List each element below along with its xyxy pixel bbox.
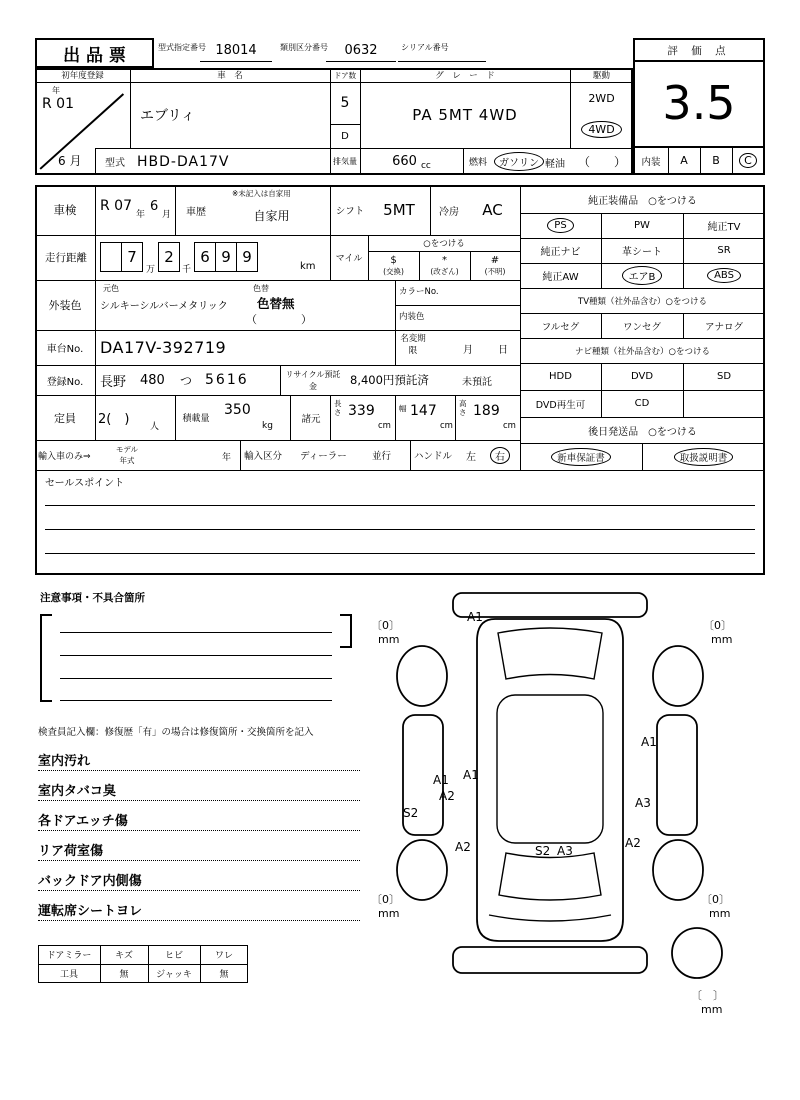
right-side-panel — [657, 715, 697, 835]
capacity-label: 定員 — [54, 411, 76, 425]
grid-line — [330, 395, 331, 440]
interior-grade-a: A — [680, 154, 688, 167]
fuel-option-gasoline — [494, 151, 544, 171]
sheet-title: 出 品 票 — [63, 45, 126, 66]
check-item-seat-wear: 運転席シートヨレ — [38, 904, 143, 919]
grid-line — [395, 305, 520, 306]
length-unit: cm — [378, 421, 391, 431]
grid-line — [395, 330, 396, 365]
check-item-door-etching: 各ドアエッチ傷 — [38, 814, 128, 829]
mirror-crack: ヒビ — [164, 951, 183, 961]
notes-line — [60, 700, 332, 701]
later-manual — [642, 443, 765, 470]
mileage-digit-4: 6 — [194, 242, 216, 272]
grid-line — [410, 440, 411, 470]
class-code-value: 0632 — [344, 43, 378, 58]
mileage-mark-tampered-desc: (改ざん) — [430, 266, 459, 276]
check-line — [38, 840, 360, 861]
equip-airbag-selected: エアB — [622, 266, 663, 285]
interior-grade-selected: C — [739, 153, 757, 168]
first-reg-month: 6 月 — [58, 154, 82, 168]
history-label: 車歴 — [186, 206, 206, 218]
height-unit: cm — [503, 421, 516, 431]
grid-line — [280, 365, 281, 395]
model-year-unit: 年 — [222, 453, 232, 463]
navi-dvd-playable: DVD再生可 — [535, 399, 586, 411]
damage-mark-rear-center-2: A3 — [557, 844, 573, 858]
mileage-digit-6: 9 — [236, 242, 258, 272]
chassis-no-value: DA17V-392719 — [100, 338, 227, 357]
import-type-parallel: 並行 — [372, 451, 392, 462]
navi-sd: SD — [716, 371, 732, 382]
length-label: 長さ — [334, 399, 342, 417]
tv-fullseg: フルセグ — [541, 321, 580, 333]
tread-unit-front-right: mm — [711, 633, 733, 646]
doors-value: 5 — [340, 95, 350, 111]
notes-line — [60, 678, 332, 679]
first-reg-year-unit: 年 — [52, 86, 60, 95]
tread-depth-front-left: 〔0〕 — [371, 619, 400, 632]
displacement-cell — [360, 148, 463, 175]
model-code-value: 18014 — [215, 43, 257, 58]
interior-color-label: 内装色 — [399, 312, 425, 322]
grid-line — [95, 185, 96, 440]
check-item-backdoor-scratch: バックドア内側傷 — [38, 874, 142, 889]
name-change-deadline-label: 名変期限 — [400, 334, 426, 356]
fuel-paren: （ ） — [578, 155, 627, 169]
mileage-mark-exchange-symbol: $ — [390, 254, 397, 266]
score-value: 3.5 — [662, 76, 736, 130]
damage-mark-left-3: A2 — [439, 789, 455, 803]
check-line — [38, 780, 360, 801]
serial-field — [398, 40, 486, 62]
tv-oneseg: ワンセグ — [622, 321, 661, 333]
damage-mark-rear-right: A2 — [625, 836, 641, 850]
displacement-unit: cc — [420, 160, 431, 171]
shift-value: 5MT — [383, 201, 415, 219]
tv-analog: アナログ — [704, 321, 743, 333]
equip-ps — [520, 213, 601, 238]
damage-mark-rear-center-1: S2 — [535, 844, 551, 858]
damage-mark-right-1: A1 — [641, 735, 657, 749]
mirror-break: ワレ — [214, 951, 233, 961]
navi-hdd: HDD — [549, 371, 572, 382]
damage-mark-left-1: A1 — [433, 773, 449, 787]
displacement-value: 660 — [392, 154, 417, 169]
doors-header: ドア数 — [333, 70, 357, 80]
height-label: 高さ — [459, 399, 467, 417]
check-line — [38, 900, 360, 921]
plate-kana: つ — [180, 373, 193, 388]
tread-unit-rear-right: mm — [709, 907, 731, 920]
tools-none-2: 無 — [219, 970, 229, 980]
tools-none-1: 無 — [119, 970, 129, 980]
mirror-label: ドアミラー — [46, 951, 92, 961]
mileage-man-unit: 万 — [146, 265, 156, 275]
navi-dvd: DVD — [630, 371, 654, 382]
damage-mark-left-sill: S2 — [403, 806, 419, 820]
mileage-label: 走行距離 — [45, 252, 87, 264]
base-color-label: 元色 — [103, 284, 119, 293]
mileage-mile-option: マイル — [335, 254, 363, 264]
mileage-circle-note: ○をつける — [423, 239, 465, 249]
equip-aw: 純正AW — [542, 272, 579, 283]
navi-type-header: ナビ種類（社外品含む）○をつける — [575, 346, 710, 357]
score-label: 評 価 点 — [667, 44, 731, 57]
recycle-deposit-label: リサイクル預託金 — [285, 370, 341, 391]
first-reg-header: 初年度登録 — [61, 71, 104, 81]
handle-selected: 右 — [490, 447, 510, 464]
fuel-selected: ガソリン — [494, 152, 544, 171]
history-value: 自家用 — [253, 208, 290, 223]
equip-navi: 純正ナビ — [540, 247, 581, 258]
color-no-label: カラーNo. — [399, 287, 439, 297]
later-warranty-selected: 新車保証書 — [551, 448, 611, 466]
grid-line — [175, 395, 176, 440]
mileage-mark-unknown-symbol: # — [490, 254, 500, 266]
notes-bracket-left — [40, 614, 52, 702]
sales-point-label: セールスポイント — [45, 478, 125, 489]
color-change-paren: （ ） — [246, 313, 312, 326]
check-item-cargo-scratch: リア荷室傷 — [38, 844, 104, 859]
interior-grade-b: B — [712, 154, 720, 167]
equip-abs — [683, 263, 765, 288]
sales-point-line — [45, 553, 755, 554]
first-reg-year: R 01 — [42, 96, 74, 112]
equip-leather: 革シート — [622, 247, 662, 258]
drive-option-2wd: 2WD — [588, 91, 615, 105]
shaken-label: 車検 — [53, 203, 77, 217]
grid-line — [240, 440, 241, 470]
check-line — [38, 870, 360, 891]
front-right-wheel — [653, 646, 703, 706]
sales-point-line — [45, 529, 755, 530]
fuel-label: 燃料 — [468, 158, 487, 168]
later-warranty-book — [520, 443, 642, 470]
class-code-label: 類別区分番号 — [280, 43, 328, 52]
score-header — [635, 40, 763, 62]
width-label: 幅 — [399, 404, 407, 413]
ac-label: 冷房 — [439, 206, 459, 218]
model-value: HBD-DA17V — [137, 153, 230, 170]
check-item-interior-dirt: 室内汚れ — [38, 754, 91, 769]
damage-mark-front: A1 — [467, 610, 483, 624]
interior-label: 内装 — [641, 156, 661, 168]
tools-jack: ジャッキ — [156, 970, 192, 980]
ac-value: AC — [482, 201, 503, 219]
grid-line — [35, 470, 765, 471]
equip-abs-selected: ABS — [707, 268, 741, 283]
notes-label: 注意事項・不具合箇所 — [40, 592, 145, 604]
mileage-digit-1 — [100, 242, 122, 272]
equip-sr: SR — [717, 245, 731, 256]
mileage-mark-unknown — [470, 251, 520, 280]
drive-header: 駆動 — [592, 71, 610, 81]
rear-bumper-shape — [453, 947, 647, 973]
car-damage-diagram — [365, 583, 765, 1023]
tools-label: 工具 — [59, 970, 78, 980]
windshield-shape — [498, 628, 602, 679]
mileage-mark-tampered-symbol: * — [442, 254, 447, 266]
score-box — [633, 38, 765, 148]
color-change-value: 色替無 — [257, 296, 295, 311]
roof-shape — [497, 695, 603, 843]
displacement-label: 排気量 — [333, 157, 357, 166]
mileage-mark-exchange — [368, 251, 419, 280]
mileage-mark-unknown-desc: (不明) — [484, 266, 506, 276]
plate-region: 長野 — [100, 374, 127, 390]
color-change-label: 色替 — [253, 284, 269, 293]
model-code-label: 型式指定番号 — [158, 43, 206, 52]
serial-label: シリアル番号 — [401, 43, 449, 52]
tread-depth-rear-left: 〔0〕 — [371, 893, 400, 906]
model-year-label: モデル年式 — [115, 445, 139, 466]
grid-line — [95, 148, 96, 175]
mileage-digit-2: 7 — [121, 242, 143, 272]
history-note: ※未記入は自家用 — [232, 189, 291, 198]
damage-mark-rear-left: A2 — [455, 840, 471, 854]
mileage-unit: km — [300, 261, 316, 272]
shaken-year-unit: 年 — [136, 210, 146, 220]
notes-line — [60, 632, 332, 633]
shaken-year: R 07 — [100, 198, 132, 214]
deadline-month-unit: 月 — [463, 345, 473, 356]
load-unit: kg — [262, 421, 273, 431]
mileage-sen-unit: 千 — [182, 265, 192, 275]
equip-airbag — [601, 263, 683, 288]
check-line — [38, 810, 360, 831]
tread-depth-spare: 〔 〕 — [691, 989, 724, 1002]
car-name-value: エブリィ — [140, 108, 195, 124]
mileage-digit-5: 9 — [215, 242, 237, 272]
fuel-option-diesel: 軽油 — [545, 159, 565, 170]
load-label: 積載量 — [182, 414, 210, 424]
shift-label: シフト — [335, 206, 365, 217]
drive-selected: 4WD — [581, 121, 621, 138]
sheet-title-box — [35, 38, 154, 68]
damage-mark-right-2: A3 — [635, 796, 651, 810]
check-item-tobacco-smell: 室内タバコ臭 — [38, 784, 116, 799]
tread-unit-front-left: mm — [378, 633, 400, 646]
plate-label: 登録No. — [46, 376, 84, 388]
shaken-month-unit: 月 — [162, 210, 172, 220]
doors-sub-value: D — [341, 130, 349, 142]
width-value: 147 — [410, 403, 437, 419]
notes-line — [60, 655, 332, 656]
later-manual-selected: 取扱説明書 — [674, 448, 734, 466]
grade-value: PA 5MT 4WD — [412, 106, 518, 124]
tread-unit-rear-left: mm — [378, 907, 400, 920]
grid-line — [290, 395, 291, 440]
deadline-day-unit: 日 — [498, 345, 508, 356]
tread-depth-front-right: 〔0〕 — [703, 619, 732, 632]
later-shipment-header: 後日発送品 ○をつける — [588, 426, 697, 438]
capacity-value: 2( ) — [98, 412, 130, 427]
import-only-label: 輸入車のみ⇒ — [38, 451, 91, 462]
grade-header: グ レ ー ド — [435, 71, 495, 81]
mileage-mark-tampered — [419, 251, 470, 280]
notes-bracket-right — [340, 614, 352, 648]
tread-unit-spare: mm — [701, 1003, 723, 1016]
handle-label: ハンドル — [414, 451, 453, 462]
navi-cd: CD — [634, 398, 650, 409]
handle-option-right — [490, 445, 510, 464]
height-value: 189 — [473, 403, 500, 419]
grid-line — [455, 395, 456, 440]
rear-window-shape — [499, 853, 601, 900]
sales-point-line — [45, 505, 755, 506]
damage-mark-left-2: A1 — [463, 768, 479, 782]
rear-right-wheel — [653, 840, 703, 900]
model-code-field — [200, 40, 272, 62]
interior-grade-c — [732, 147, 764, 174]
import-type-label: 輸入区分 — [244, 451, 283, 462]
chassis-no-label: 車台No. — [46, 344, 84, 355]
plate-number: 5616 — [205, 372, 249, 388]
shaken-month: 6 — [150, 199, 159, 214]
load-value: 350 — [224, 402, 251, 418]
base-color-value: シルキーシルバーメタリック — [100, 301, 228, 312]
length-value: 339 — [348, 403, 375, 419]
equip-ps-selected: PS — [547, 218, 573, 233]
grid-line — [35, 280, 520, 281]
front-left-wheel — [397, 646, 447, 706]
recycle-not-deposited: 未預託 — [462, 376, 492, 388]
tread-depth-rear-right: 〔0〕 — [701, 893, 730, 906]
rear-left-wheel — [397, 840, 447, 900]
equipment-header: 純正装備品 ○をつける — [588, 195, 697, 207]
spare-tire-shape — [672, 928, 722, 978]
class-code-field — [326, 40, 396, 62]
equip-tv: 純正TV — [707, 222, 741, 233]
exterior-color-label: 外装色 — [48, 299, 82, 312]
drive-option-4wd — [570, 114, 633, 144]
model-label: 型式 — [105, 158, 125, 169]
mirror-scratch: キズ — [115, 951, 133, 961]
import-type-dealer: ディーラー — [300, 451, 347, 462]
mileage-mark-exchange-desc: (交換) — [383, 266, 404, 276]
grid-line — [175, 185, 176, 235]
plate-class-no: 480 — [140, 372, 165, 388]
grid-line — [430, 185, 431, 235]
mileage-digit-3: 2 — [158, 242, 180, 272]
inspector-note: 検査員記入欄：修復歴「有」の場合は修復箇所・交換箇所を記入 — [38, 727, 314, 738]
rear-hatch-line — [489, 915, 611, 921]
equip-pw: PW — [634, 220, 650, 231]
tv-type-header: TV種類（社外品含む）○をつける — [578, 296, 707, 307]
grid-line — [395, 395, 396, 440]
handle-option-left: 左 — [466, 451, 476, 463]
width-unit: cm — [440, 421, 453, 431]
recycle-deposit-value: 8,400円預託済 — [350, 373, 429, 387]
spec-label: 諸元 — [301, 413, 321, 425]
capacity-unit: 人 — [150, 422, 160, 432]
check-line — [38, 750, 360, 771]
car-name-header: 車 名 — [217, 71, 243, 81]
